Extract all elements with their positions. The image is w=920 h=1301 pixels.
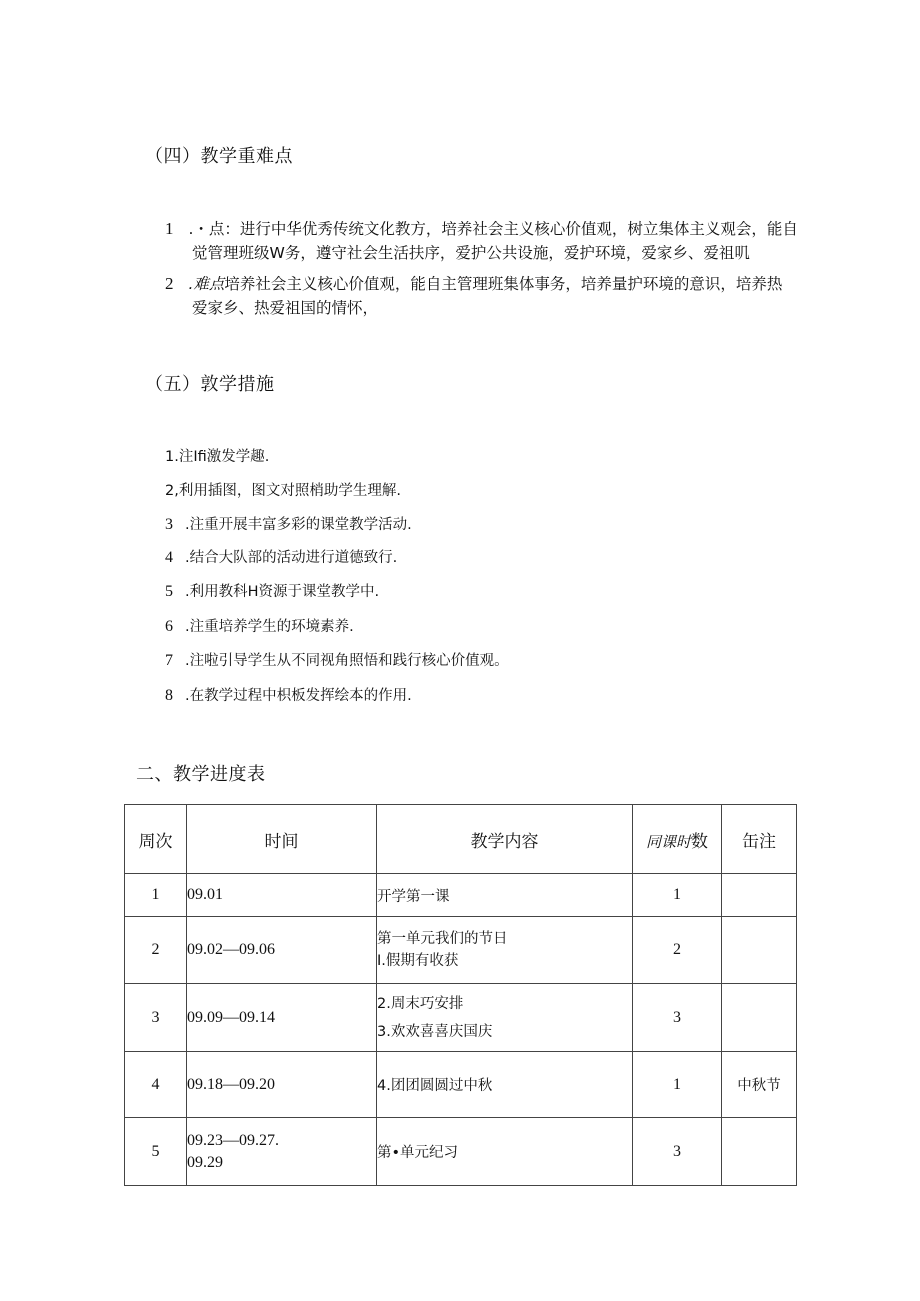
difficulties-item-continued: 爱家乡、热爱祖国的情怀， (192, 299, 379, 317)
section-heading-4: （四）教学重难点 (145, 146, 293, 167)
cell-time: 09.02—09.06 (187, 917, 377, 984)
cell-content (377, 984, 633, 1052)
cell-note: 中秋节 (722, 1052, 797, 1118)
header-time: 时间 (187, 805, 377, 874)
item-text: 培养社会主义核心价值观，能自主管理班集体事务，培养量护环境的意识，培养热 (224, 275, 783, 293)
measure-number: 5 (165, 583, 173, 600)
cell-content: 4.团团圆圆过中秋 (377, 1052, 633, 1118)
measure-item (165, 546, 397, 567)
table-row (125, 917, 797, 984)
key-points-item (165, 216, 798, 242)
table-row (125, 1118, 797, 1186)
measure-text: .注重开展丰富多彩的课堂教学活动. (185, 517, 412, 533)
header-content: 教学内容 (377, 805, 633, 874)
measure-number: 3 (165, 516, 173, 533)
cell-content: 第•单元纪习 (377, 1118, 633, 1186)
cell-time-line2: 09.29 (187, 1153, 223, 1171)
difficulties-item (165, 271, 782, 297)
section-heading-5: （五）敦学措施 (145, 374, 275, 395)
item-number: 2 (165, 274, 174, 293)
header-hours-tail: 数 (691, 831, 708, 852)
cell-content: 开学第一课 (377, 874, 633, 917)
measure-number: 8 (165, 687, 173, 704)
measure-number: 7 (165, 652, 173, 669)
cell-time-line1: 09.23—09.27. (187, 1131, 279, 1149)
cell-week: 2 (125, 917, 187, 984)
cell-time: 09.01 (187, 874, 377, 917)
cell-note (722, 984, 797, 1052)
measure-item (165, 684, 412, 705)
cell-content-line2: I.假期有收获 (377, 953, 459, 969)
schedule-table (124, 804, 797, 1186)
measure-text: .结合大队部的活动进行道德致行. (185, 550, 398, 566)
schedule-heading: 二、教学进度表 (136, 764, 266, 785)
cell-hours: 2 (633, 917, 722, 984)
cell-note (722, 1118, 797, 1186)
cell-time: 09.09—09.14 (187, 984, 377, 1052)
table-row (125, 1052, 797, 1118)
cell-content-line1: 第一单元我们的节日 (377, 931, 508, 947)
cell-note (722, 917, 797, 984)
measure-number: 6 (165, 618, 173, 635)
measure-item (165, 580, 379, 601)
cell-week: 3 (125, 984, 187, 1052)
table-row (125, 874, 797, 917)
measure-text: 1.注Ifi激发学趣. (165, 449, 270, 465)
table-header-row (125, 805, 797, 874)
measure-text: .注啦引导学生从不同视角照悟和践行核心价值观。 (185, 653, 509, 669)
cell-week: 1 (125, 874, 187, 917)
measure-number: 4 (165, 549, 173, 566)
item-number: 1 (165, 219, 174, 238)
header-week: 周次 (125, 805, 187, 874)
header-hours (633, 805, 722, 874)
key-points-item-continued: 觉管理班级W务，遵守社会生活扶序，爱护公共设施，爱护环境，爱家乡、爱祖叽 (192, 244, 750, 262)
header-note: 缶注 (722, 805, 797, 874)
item-text: .・点：进行中华优秀传统文化教方，培养社会主义核心价值观，树立集体主义观会，能自 (188, 220, 798, 238)
measure-text: 2,利用插图，图文对照梢助学生理解. (165, 483, 401, 499)
measure-item (165, 479, 401, 500)
cell-week: 4 (125, 1052, 187, 1118)
cell-content (377, 917, 633, 984)
cell-week: 5 (125, 1118, 187, 1186)
table-row (125, 984, 797, 1052)
cell-time: 09.18—09.20 (187, 1052, 377, 1118)
cell-hours: 3 (633, 1118, 722, 1186)
cell-content-line2: 3.欢欢喜喜庆国庆 (377, 1023, 493, 1040)
cell-note (722, 874, 797, 917)
cell-hours: 1 (633, 1052, 722, 1118)
measure-text: .注重培养学生的环境素养. (185, 619, 354, 635)
cell-content-line1: 2.周末巧安排 (377, 995, 464, 1012)
header-hours-italic: 同课时 (645, 832, 691, 851)
measure-text: .利用教科H资源于课堂教学中. (185, 584, 380, 600)
cell-hours: 1 (633, 874, 722, 917)
cell-time (187, 1118, 377, 1186)
measure-text: .在教学过程中枳板发挥绘本的作用. (185, 688, 412, 704)
item-label: .难点 (188, 275, 225, 293)
measure-item (165, 513, 412, 534)
measure-item (165, 445, 269, 466)
measure-item (165, 615, 354, 636)
measure-item (165, 649, 509, 670)
cell-hours: 3 (633, 984, 722, 1052)
